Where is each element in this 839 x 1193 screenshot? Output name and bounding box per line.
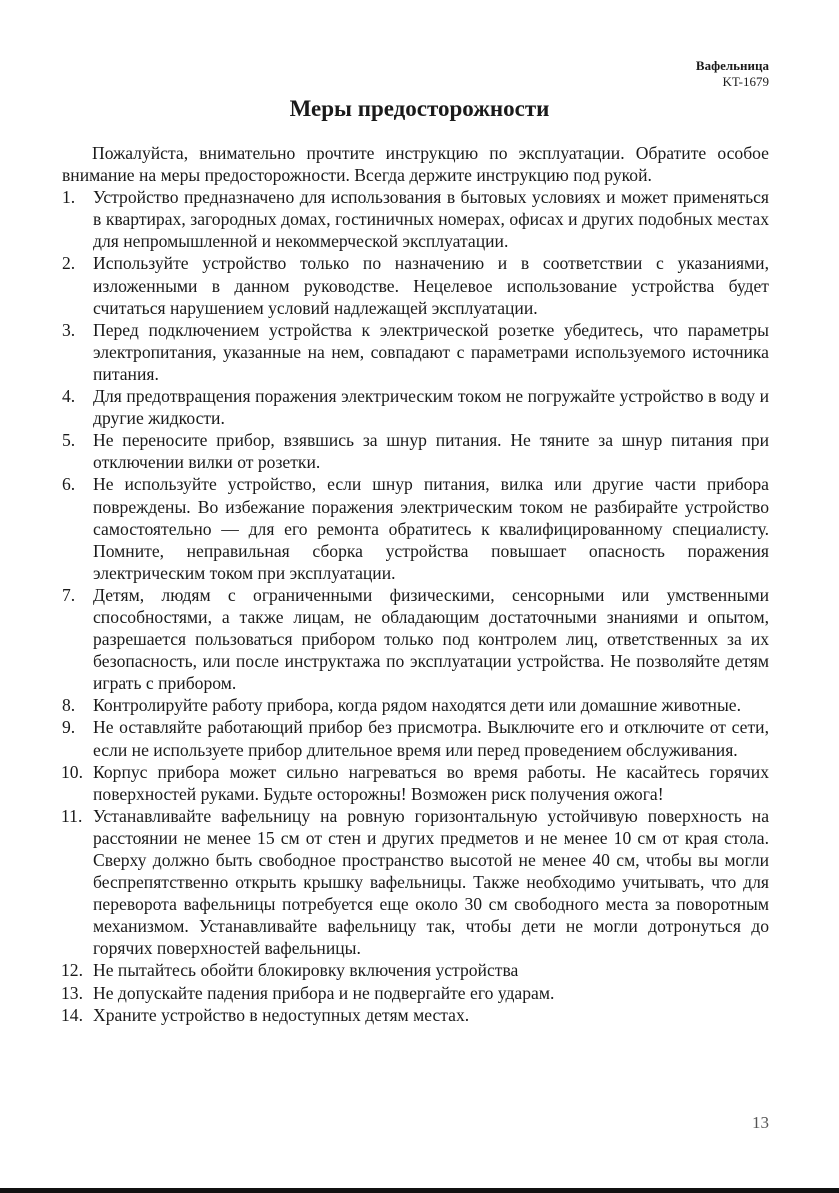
item-number: 12. <box>61 960 83 981</box>
item-text: Не пытайтесь обойти блокировку включения устройства <box>93 960 519 981</box>
list-item <box>62 761 769 805</box>
list-item <box>62 186 769 252</box>
list-item <box>62 694 769 716</box>
model-number: KT-1679 <box>722 74 769 89</box>
list-item <box>62 252 769 318</box>
item-number: 1. <box>62 187 76 208</box>
page-title: Меры предосторожности <box>289 96 550 121</box>
product-name: Вафельница <box>695 58 769 73</box>
running-header <box>696 58 769 90</box>
list-item <box>62 473 769 583</box>
intro-paragraph: Пожалуйста, внимательно прочтите инструкцию по эксплуатации. Обратите особое внимание на меры предосторожности. Всегда держите инструкцию под рукой. <box>62 143 769 186</box>
item-number: 7. <box>62 584 76 605</box>
item-text: Не используйте устройство, если шнур питания, вилка или другие части прибора повреждены. Во избежание поражения электрическим током не разбирайте устройство самостоятельно — для его ремонта обратитесь к квалифицированному специалисту. Помните, неправильная сборка устройства повышает опасность поражения электрическим током при эксплуатации. <box>93 474 769 583</box>
item-number: 10. <box>61 761 83 782</box>
list-item <box>62 385 769 429</box>
item-text: Для предотвращения поражения электрическим током не погружайте устройство в воду и другие жидкости. <box>93 386 769 429</box>
bottom-border <box>0 1188 839 1193</box>
list-item <box>62 1004 769 1026</box>
list-item <box>62 959 769 981</box>
item-number: 5. <box>62 430 76 451</box>
list-item <box>62 982 769 1004</box>
item-number: 9. <box>62 717 76 738</box>
list-item <box>62 429 769 473</box>
item-number: 6. <box>62 474 76 495</box>
item-number: 4. <box>62 386 76 407</box>
item-number: 14. <box>61 1004 83 1025</box>
item-text: Используйте устройство только по назначению и в соответствии с указаниями, изложенными в данном руководстве. Нецелевое использование устройства будет считаться нарушением условий надлежащей эксплуатации. <box>93 253 769 318</box>
item-text: Не допускайте падения прибора и не подвергайте его ударам. <box>93 982 555 1003</box>
item-text: Храните устройство в недоступных детям местах. <box>93 1004 470 1025</box>
item-text: Не переносите прибор, взявшись за шнур питания. Не тяните за шнур питания при отключении вилки от розетки. <box>93 430 769 473</box>
item-text: Устанавливайте вафельницу на ровную горизонтальную устойчивую поверхность на расстоянии не менее 15 см от стен и других предметов и не менее 10 см от края стола. Сверху должно быть свободное пространство высотой не менее 40 см, чтобы вы могли беспрепятственно открыть крышку вафельницы. Также необходимо учитывать, что для переворота вафельницы потребуется еще около 30 см свободного места за поворотным механизмом. Устанавливайте вафельницу так, чтобы дети не могли дотронуться до горячих поверхностей вафельницы. <box>93 805 769 959</box>
item-text: Не оставляйте работающий прибор без присмотра. Выключите его и отключите от сети, если не используете прибор длительное время или перед проведением обслуживания. <box>93 717 769 760</box>
list-item <box>62 716 769 760</box>
item-text: Перед подключением устройства к электрической розетке убедитесь, что параметры электропитания, указанные на нем, совпадают с параметрами используемого источника питания. <box>93 319 769 384</box>
page-number: 13 <box>752 1113 769 1132</box>
list-item <box>62 319 769 385</box>
item-number: 13. <box>61 982 83 1003</box>
item-text: Корпус прибора может сильно нагреваться во время работы. Не касайтесь горячих поверхностей руками. Будьте осторожны! Возможен риск получения ожога! <box>93 761 769 804</box>
safety-content <box>62 142 769 1026</box>
safety-list <box>62 186 769 1026</box>
item-text: Устройство предназначено для использования в бытовых условиях и может применяться в квартирах, загородных домах, гостиничных номерах, офисах и других подобных местах для непромышленной и некоммерческой эксплуатации. <box>93 187 769 252</box>
item-number: 8. <box>62 695 76 716</box>
list-item <box>62 584 769 694</box>
item-number: 11. <box>61 805 83 826</box>
item-text: Контролируйте работу прибора, когда рядом находятся дети или домашние животные. <box>93 695 741 716</box>
item-number: 3. <box>62 319 76 340</box>
item-text: Детям, людям с ограниченными физическими, сенсорными или умственными способностями, а также лицам, не обладающим достаточными знаниями и опытом, разрешается пользоваться прибором только под контролем лиц, ответственных за их безопасность, или после инструктажа по эксплуатации устройства. Не позволяйте детям играть с прибором. <box>93 584 769 694</box>
list-item <box>62 805 769 960</box>
item-number: 2. <box>62 253 76 274</box>
